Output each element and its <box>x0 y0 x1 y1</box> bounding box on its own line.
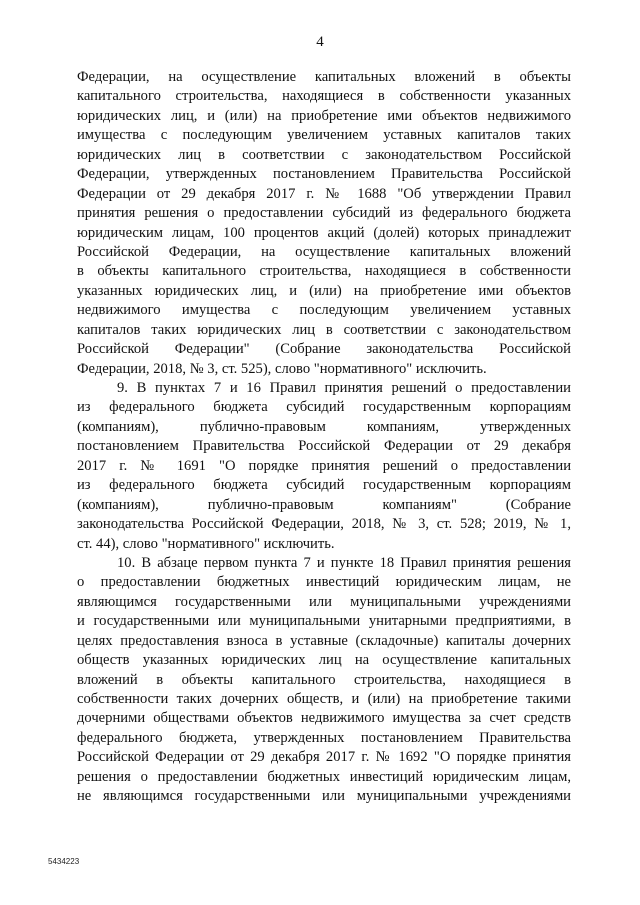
text-line: о предоставлении бюджетных инвестиций юридическим лицам, не <box>77 574 571 591</box>
text-line: постановлением Правительства Российской Федерации от 29 декабря <box>77 438 571 455</box>
text-line: имущества с последующим увеличением уставных капиталов таких <box>77 127 571 144</box>
text-line: собственности таких дочерних обществ, и (или) на приобретение такими <box>77 691 571 707</box>
document-body <box>77 68 571 807</box>
text-line: юридических лиц в соответствии с законодательством Российской <box>77 146 571 163</box>
text-line: капитального строительства, находящиеся в собственности указанных <box>77 88 571 105</box>
text-line: юридических лиц, и (или) на приобретение ими объектов недвижимого <box>77 107 571 124</box>
text-line: не являющимся государственными или муниципальными учреждениями <box>77 788 571 805</box>
text-line: и государственными или муниципальными унитарными предприятиями, в <box>77 613 571 630</box>
text-line: вложений в объекты капитального строительства, находящиеся в <box>77 671 571 688</box>
text-line: Федерации, утвержденных постановлением Правительства Российской <box>77 166 571 183</box>
text-line: 2017 г. № 1691 "О порядке принятия решений о предоставлении <box>77 457 571 474</box>
page-number: 4 <box>316 34 324 50</box>
text-line: из федерального бюджета субсидий государственным корпорациям <box>77 399 571 416</box>
text-line: указанных юридических лиц, и (или) на приобретение ими объектов <box>77 282 571 299</box>
text-line: из федерального бюджета субсидий государственным корпорациям <box>77 477 571 494</box>
text-line: дочерними обществами объектов недвижимого имущества за счет средств <box>77 710 571 727</box>
text-line: Российской Федерации от 29 декабря 2017 г. № 1692 "О порядке принятия <box>77 749 571 766</box>
text-line: в объекты капитального строительства, находящиеся в собственности <box>77 263 571 280</box>
document-id: 5434223 <box>48 857 80 866</box>
text-line: 10. В абзаце первом пункта 7 и пункте 18 Правил принятия решения <box>117 554 571 571</box>
text-line: обществ указанных юридических лиц на осуществление капитальных <box>77 652 571 669</box>
text-line: капиталов таких юридических лиц в соответствии с законодательством <box>77 321 571 338</box>
text-line: федерального бюджета, утвержденных постановлением Правительства <box>77 729 571 746</box>
text-line: ст. 44), слово "нормативного" исключить. <box>77 535 335 552</box>
text-line: Российской Федерации, на осуществление капитальных вложений <box>77 243 571 260</box>
text-line: (компаниям), публично-правовым компаниям, утвержденных <box>77 418 571 435</box>
text-line: (компаниям), публично-правовым компаниям" (Собрание <box>77 496 571 513</box>
text-line: Федерации, 2018, № 3, ст. 525), слово "нормативного" исключить. <box>77 360 487 377</box>
text-line: принятия решения о предоставлении субсидий из федерального бюджета <box>77 205 571 222</box>
text-line: Федерации, на осуществление капитальных вложений в объекты <box>77 69 571 85</box>
text-line: юридическим лицам, 100 процентов акций (долей) которых принадлежит <box>77 224 571 241</box>
text-line: Федерации от 29 декабря 2017 г. № 1688 "Об утверждении Правил <box>77 185 571 202</box>
text-line: 9. В пунктах 7 и 16 Правил принятия решений о предоставлении <box>117 380 571 396</box>
text-line: недвижимого имущества с последующим увеличением уставных <box>77 302 571 319</box>
text-line: являющимся государственными или муниципальными учреждениями <box>77 593 571 610</box>
text-line: законодательства Российской Федерации, 2018, № 3, ст. 528; 2019, № 1, <box>77 516 571 533</box>
text-line: целях предоставления взноса в уставные (складочные) капиталы дочерних <box>77 632 571 649</box>
text-line: Российской Федерации" (Собрание законодательства Российской <box>77 341 571 358</box>
text-line: решения о предоставлении бюджетных инвестиций юридическим лицам, <box>77 768 571 785</box>
